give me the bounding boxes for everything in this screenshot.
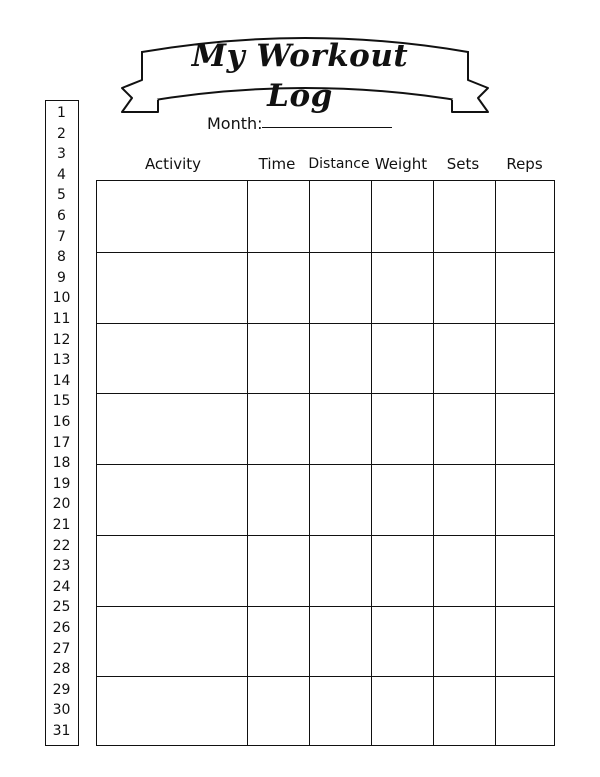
day-number: 12 [52, 331, 71, 348]
column-header-activity: Activity [144, 155, 202, 173]
day-number: 26 [52, 620, 71, 636]
page-title: My Workout Log [191, 38, 409, 114]
day-number: 21 [52, 517, 71, 533]
day-number: 16 [52, 414, 71, 430]
column-divider [495, 181, 496, 745]
column-header-reps: Reps [506, 155, 543, 173]
row-divider [97, 535, 554, 536]
day-number: 23 [52, 558, 71, 575]
day-number: 11 [52, 311, 71, 327]
day-number: 7 [57, 228, 66, 245]
day-number: 4 [57, 166, 66, 183]
day-number: 14 [52, 372, 71, 389]
day-number: 28 [52, 661, 71, 678]
day-number: 27 [52, 640, 71, 657]
column-header-time: Time [258, 155, 296, 173]
day-number: 8 [57, 249, 66, 266]
column-divider [433, 181, 434, 745]
row-divider [97, 393, 554, 394]
row-divider [97, 676, 554, 677]
day-number: 10 [52, 290, 71, 307]
day-number: 31 [52, 723, 71, 739]
day-number: 5 [57, 187, 66, 204]
column-divider [371, 181, 372, 745]
column-divider [309, 181, 310, 745]
day-number: 24 [52, 578, 71, 595]
day-number: 19 [52, 475, 71, 492]
day-number: 20 [52, 496, 71, 513]
day-number: 9 [57, 269, 66, 286]
row-divider [97, 252, 554, 253]
column-header-weight: Weight [374, 155, 428, 173]
column-header-sets: Sets [446, 155, 480, 173]
day-number: 17 [52, 434, 71, 451]
column-divider [247, 181, 248, 745]
day-number: 6 [57, 208, 66, 224]
day-number: 2 [57, 125, 66, 142]
month-label: Month: [207, 114, 263, 133]
day-number: 15 [52, 393, 71, 410]
day-number: 18 [52, 455, 71, 472]
day-number-column [45, 100, 79, 746]
day-number: 25 [52, 599, 71, 616]
day-number: 22 [52, 537, 71, 554]
day-number: 29 [52, 681, 71, 698]
row-divider [97, 323, 554, 324]
workout-log-grid [96, 180, 555, 746]
month-field[interactable] [262, 127, 392, 128]
row-divider [97, 606, 554, 607]
day-number: 30 [52, 702, 71, 719]
day-number: 3 [57, 146, 66, 163]
column-header-distance: Distance [308, 156, 370, 172]
row-divider [97, 464, 554, 465]
day-number: 13 [52, 352, 71, 369]
day-number: 1 [57, 105, 66, 121]
